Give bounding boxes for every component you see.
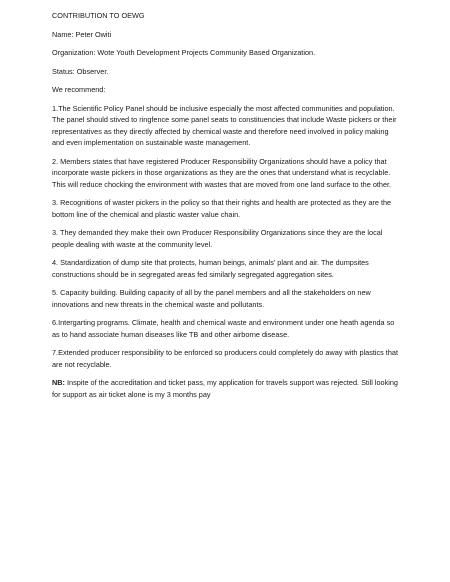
recommendation-1: 1.The Scientific Policy Panel should be inclusive especially the most affected communities and population. The panel should stived to ringfence some panel seats to constituencies that include Waste pickers or their representatives as they directly affected by chemical waste and therefore need involved in policy making and even implementation on sustainable waste management. <box>52 103 397 147</box>
name-line: Name: Peter Owiti <box>52 29 112 39</box>
nb-text: Inspite of the accreditation and ticket pass, my application for travels support was rejected. Still looking for support as air ticket alone is my 3 months pay <box>52 378 398 399</box>
intro-line: We recommend: <box>52 85 106 94</box>
recommendation-6: 6.Intergarting programs. Climate, health and chemical waste and environment under one heath agenda so as to hand associate human diseases like TB and other airborne disease. <box>52 318 395 339</box>
recommendation-4: 4. Standardization of dump site that protects, human beings, animals' plant and air. The dumpsites constructions should be in segregated areas fed similarly segregated aggregation sites. <box>52 258 369 279</box>
nb-label: NB: <box>52 378 65 387</box>
nb-note <box>52 377 398 400</box>
recommendation-3: 3. Recognitions of waster pickers in the policy so that their rights and health are protected as they are the bottom line of the chemical and plastic waster value chain. <box>52 198 392 219</box>
recommendation-5: 5. Capacity building. Building capacity of all by the panel members and all the stakeholders on new innovations and new threats in the chemical waste and pollutants. <box>52 288 371 309</box>
status-line: Status: Observer. <box>52 66 109 76</box>
recommendation-2: 2. Members states that have registered Producer Responsibility Organizations should have a policy that incorporate waste pickers in those organizations as they are the ones that understand what is recyclable. This will reduce chocking the environment with wastes that are moved from one land surface to the other. <box>52 156 392 189</box>
recommendation-3b: 3. They demanded they make their own Producer Responsibility Organizations since they are the local people dealing with waste at the community level. <box>52 228 383 249</box>
organization-line: Organization: Wote Youth Development Projects Community Based Organization. <box>52 48 316 57</box>
recommendation-7: 7.Extended producer responsibility to be enforced so producers could completely do away with plastics that are not recyclable. <box>52 348 398 369</box>
document-title: CONTRIBUTION TO OEWG <box>52 11 145 20</box>
